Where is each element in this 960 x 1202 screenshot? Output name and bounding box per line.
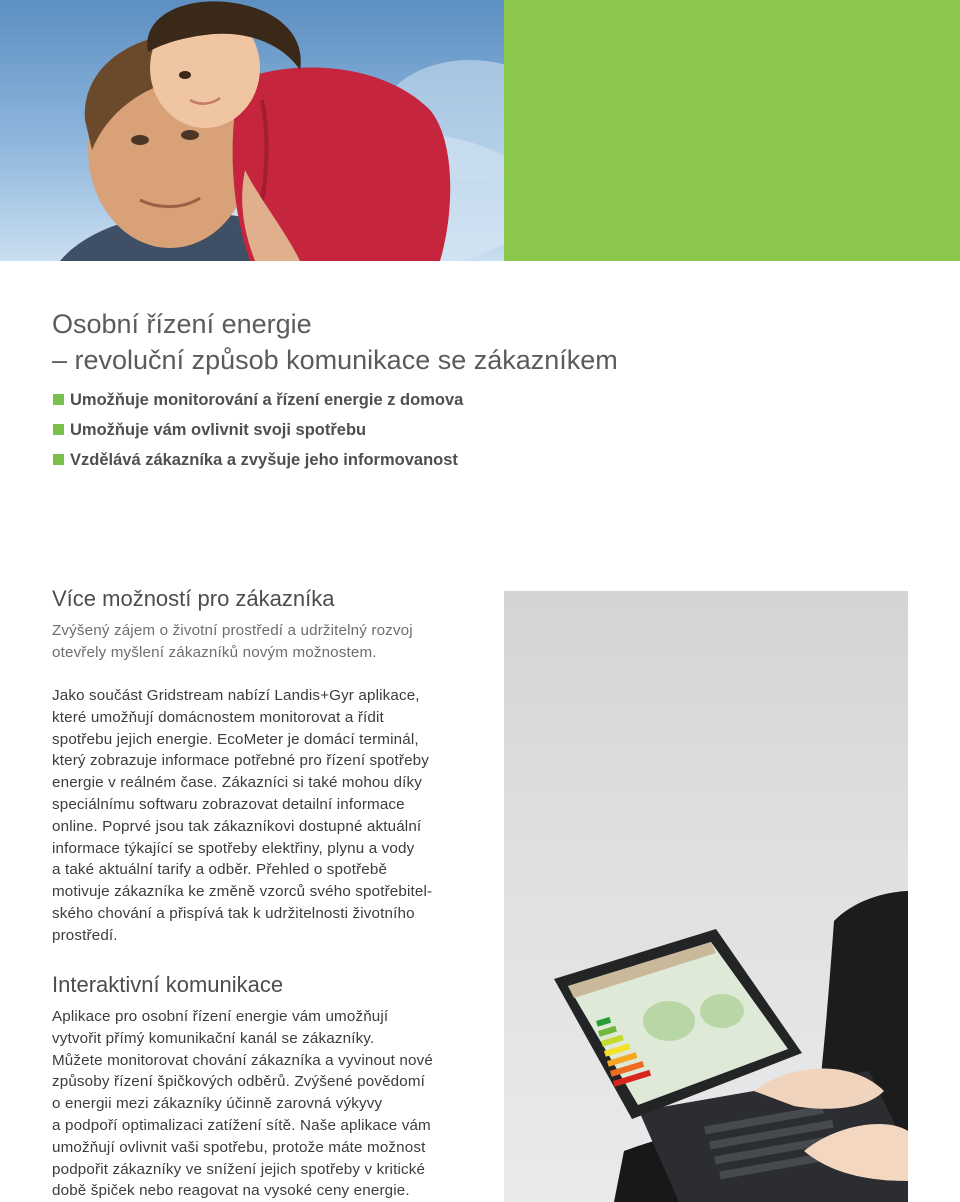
feature-bullet-item	[52, 449, 463, 479]
feature-bullet-text: Umožňuje vám ovlivnit svoji spotřebu	[70, 421, 367, 439]
section1-body-paragraph	[52, 685, 472, 947]
feature-bullet-item	[52, 419, 463, 449]
feature-bullet-item	[52, 389, 463, 419]
text-line: způsoby řízení špičkových odběrů. Zvýšené povědomí	[52, 1073, 426, 1091]
text-line: otevřely myšlení zákazníků novým možnostem.	[52, 643, 377, 661]
bullet-square-icon	[53, 454, 64, 465]
feature-bullet-text: Umožňuje monitorování a řízení energie z domova	[70, 391, 464, 409]
bullet-square-icon	[53, 424, 64, 435]
text-line: prostředí.	[52, 926, 118, 944]
feature-bullet-list	[52, 389, 463, 479]
text-line: podpořit zákazníky ve snížení jejich spotřeby v kritické	[52, 1160, 426, 1178]
headline-line-2: – revoluční způsob komunikace se zákazníkem	[52, 345, 618, 375]
section1-intro-paragraph	[52, 620, 472, 664]
section-title-interactive-communication: Interaktivní komunikace	[52, 972, 284, 997]
text-line: informace týkající se spotřeby elektřiny, plynu a vody	[52, 839, 415, 857]
text-line: online. Poprvé jsou tak zákazníkovi dostupné aktuální	[52, 817, 422, 835]
text-line: a také aktuální tarify a odběr. Přehled o spotřebě	[52, 861, 388, 879]
section-title-more-options: Více možností pro zákazníka	[52, 586, 335, 611]
text-line: Můžete monitorovat chování zákazníka a vyvinout nové	[52, 1051, 433, 1069]
laptop-illustration	[504, 591, 908, 1202]
headline-line-1: Osobní řízení energie	[52, 309, 312, 339]
laptop-photo	[504, 591, 908, 1202]
text-line: energie v reálném čase. Zákazníci si také mohou díky	[52, 774, 422, 792]
text-line: ského chování a přispívá tak k udržitelnosti životního	[52, 904, 415, 922]
hero-illustration	[0, 0, 504, 261]
text-line: Zvýšený zájem o životní prostředí a udržitelný rozvoj	[52, 622, 413, 639]
text-line: který zobrazuje informace potřebné pro řízení spotřeby	[52, 752, 430, 770]
text-line: vytvořit přímý komunikační kanál se zákazníky.	[52, 1029, 375, 1047]
text-line: Jako součást Gridstream nabízí Landis+Gyr aplikace,	[52, 687, 420, 704]
text-line: době špiček nebo reagovat na vysoké ceny energie.	[52, 1182, 410, 1200]
text-line: motivuje zákazníka ke změně vzorců svého spotřebitel-	[52, 883, 433, 901]
feature-bullet-text: Vzdělává zákazníka a zvyšuje jeho informovanost	[70, 451, 458, 469]
text-line: a podpoří optimalizaci zatížení sítě. Naše aplikace vám	[52, 1116, 431, 1134]
text-line: speciálnímu softwaru zobrazovat detailní informace	[52, 795, 405, 813]
bullet-square-icon	[53, 394, 64, 405]
text-line: spotřebu jejich energie. EcoMeter je domácí terminál,	[52, 730, 419, 748]
text-line: o energii mezi zákazníky účinně zarovná výkyvy	[52, 1095, 383, 1113]
text-line: umožňují ovlivnit vaši spotřebu, protože máte možnost	[52, 1138, 426, 1156]
hero-photo-father-and-child	[0, 0, 504, 261]
section2-body-paragraph	[52, 1006, 472, 1202]
brand-color-panel	[504, 0, 960, 261]
text-line: Aplikace pro osobní řízení energie vám umožňují	[52, 1008, 389, 1025]
text-line: které umožňují domácnostem monitorovat a řídit	[52, 708, 384, 726]
page-headline	[52, 306, 618, 378]
